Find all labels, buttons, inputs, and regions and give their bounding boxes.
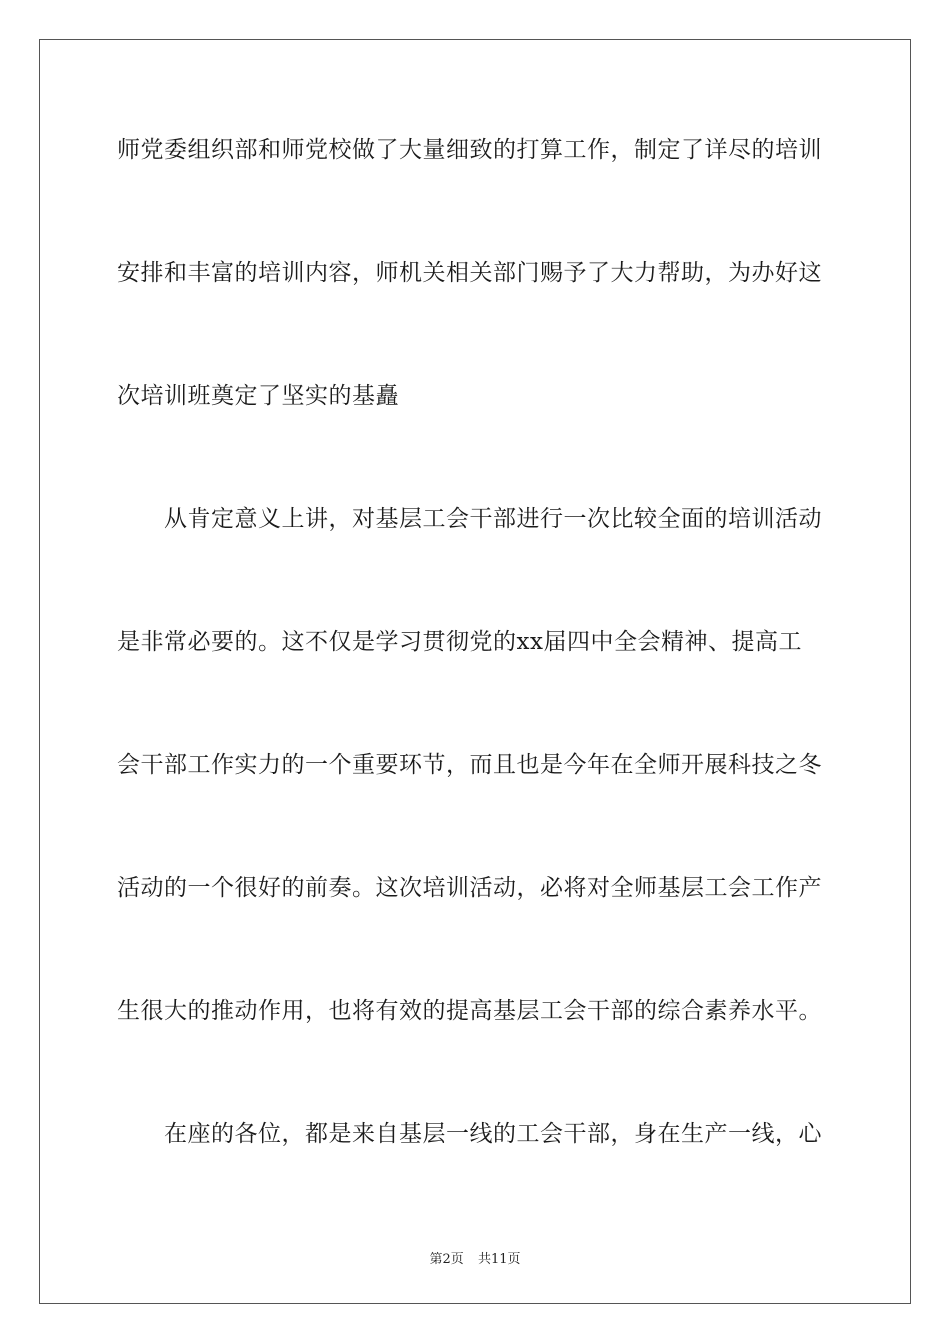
paragraph-2-line-1: 从肯定意义上讲，对基层工会干部进行一次比较全面的培训活动 bbox=[164, 506, 822, 532]
paragraph-1-line-3: 次培训班奠定了坚实的基矗 bbox=[117, 383, 399, 409]
total-pages: 共11页 bbox=[477, 1252, 521, 1267]
paragraph-1-line-2: 安排和丰富的培训内容，师机关相关部门赐予了大力帮助，为办好这 bbox=[117, 260, 822, 286]
paragraph-1-line-1: 师党委组织部和师党校做了大量细致的打算工作，制定了详尽的培训 bbox=[117, 137, 822, 163]
paragraph-2-line-2: 是非常必要的。这不仅是学习贯彻党的xx届四中全会精神、提高工 bbox=[117, 629, 802, 655]
page-footer bbox=[0, 1248, 950, 1267]
paragraph-2-line-3: 会干部工作实力的一个重要环节，而且也是今年在全师开展科技之冬 bbox=[117, 752, 822, 778]
paragraph-2-line-5: 生很大的推动作用，也将有效的提高基层工会干部的综合素养水平。 bbox=[117, 998, 822, 1024]
paragraph-3-line-1: 在座的各位，都是来自基层一线的工会干部，身在生产一线，心 bbox=[164, 1121, 822, 1147]
page-number: 第2页 bbox=[429, 1252, 464, 1267]
paragraph-2-line-4: 活动的一个很好的前奏。这次培训活动，必将对全师基层工会工作产 bbox=[117, 875, 822, 901]
page-border bbox=[39, 39, 911, 1304]
